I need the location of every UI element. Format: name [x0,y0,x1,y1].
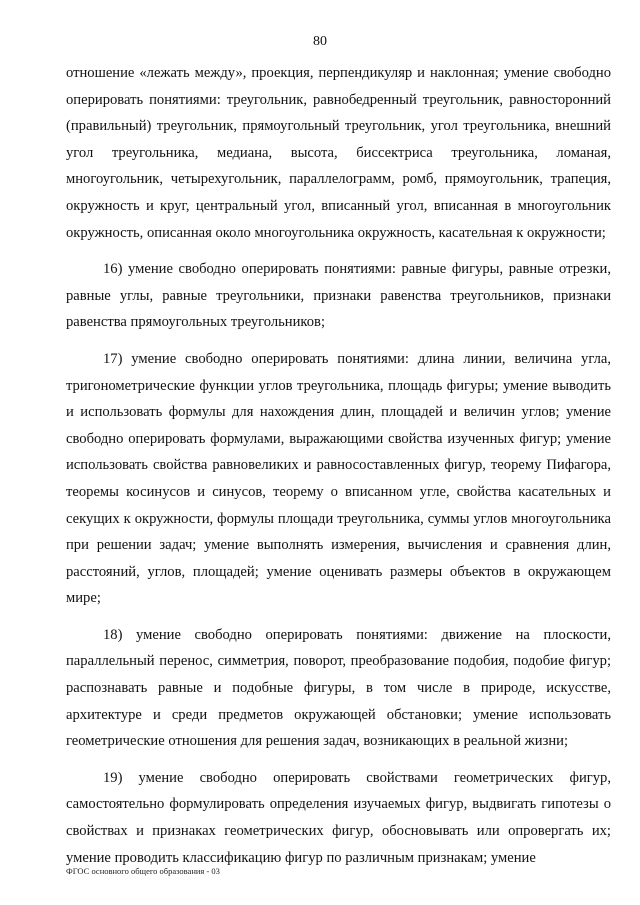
paragraph-item-16: 16) умение свободно оперировать понятиями: равные фигуры, равные отрезки, равные углы, равные треугольники, признаки равенства треугольников, признаки равенства прямоугольных треугольников; [66,261,611,331]
paragraph-item-18: 18) умение свободно оперировать понятиями: движение на плоскости, параллельный перенос, симметрия, поворот, преобразование подобия, подобие фигур; распознавать равные и подобные фигуры, в том числе в природе, искусстве, архитектуре и среди предметов окружающей обстановки; умение использовать геометрические отношения для решения задач, возникающих в реальной жизни; [66,626,611,750]
footer-note: ФГОС основного общего образования - 03 [66,866,220,876]
paragraph-continuation: отношение «лежать между», проекция, перпендикуляр и наклонная; умение свободно оперировать понятиями: треугольник, равнобедренный треугольник, равносторонний (правильный) треугольник, прямоугольный треугольник, угол треугольника, внешний угол треугольника, медиана, высота, биссектриса треугольника, ломаная, многоугольник, четырехугольник, параллелограмм, ромб, прямоугольник, трапеция, окружность и круг, центральный угол, вписанный угол, вписанная в многоугольник окружность, описанная около многоугольника окружность, касательная к окружности; [66,65,611,241]
page-number: 80 [313,34,327,49]
paragraph-item-19: 19) умение свободно оперировать свойствами геометрических фигур, самостоятельно формулировать определения изучаемых фигур, выдвигать гипотезы о свойствах и признаках геометрических фигур, обосновывать или опровергать их; умение проводить классификацию фигур по различным признакам; умение [66,769,611,866]
body-text [66,60,611,881]
paragraph-item-17: 17) умение свободно оперировать понятиями: длина линии, величина угла, тригонометрические функции углов треугольника, площадь фигуры; умение выводить и использовать формулы для нахождения длин, площадей и величин углов; умение свободно оперировать формулами, выражающими свойства изученных фигур; умение использовать свойства равновеликих и равносоставленных фигур, теорему Пифагора, теоремы косинусов и синусов, теорему о вписанном угле, свойства касательных и секущих к окружности, формулы площади треугольника, суммы углов многоугольника при решении задач; умение выполнять измерения, вычисления и сравнения длин, расстояний, углов, площадей; умение оценивать размеры объектов в окружающем мире; [66,350,611,607]
